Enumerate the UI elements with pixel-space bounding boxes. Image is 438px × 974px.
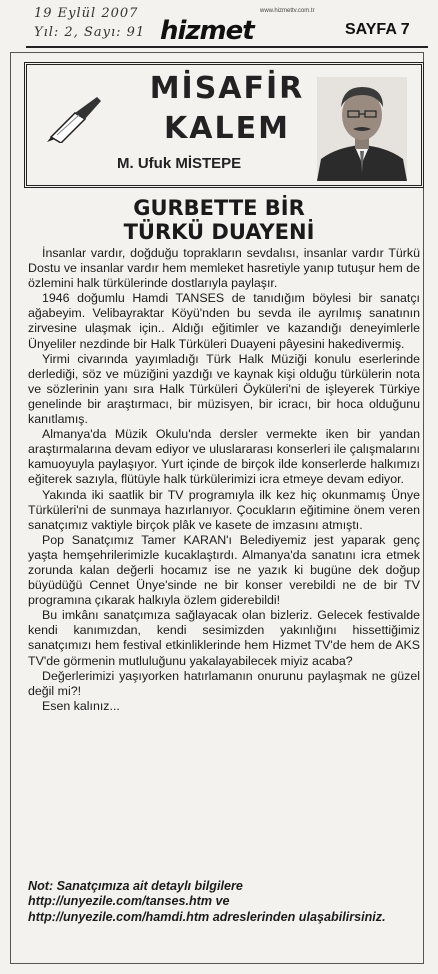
handwritten-date: 19 Eylül 2007: [34, 6, 139, 21]
article-paragraph: Esen kalınız...: [42, 698, 120, 713]
article-paragraph: 1946 doğumlu Hamdi TANSES de tanıdığım böylesi bir sanatçı ağabeyim. Velibayraktar Köyü'nden bu sevda ile ayrılmış sanatının zirvesine ulaşmak için.. Aldığı eğitimler ve kazandığı deneyimlerle Ünyeliler nezdinde bir Halk Türküleri Duayeni pâyesini hakedivermiş.: [28, 291, 420, 351]
article-headline-line2: TÜRKÜ DUAYENİ: [123, 220, 315, 244]
article-paragraph: İnsanlar vardır, doğduğu toprakların sevdalısı, insanlar vardır Türkü Dostu ve insanlar vardır hem memleket hasretiyle yanıp tutuşur hem de özlemini halk türkülerinde dostlarıyla paylaşır.: [28, 246, 420, 291]
column-header-box: [24, 62, 424, 188]
note-line: Not: Sanatçımıza ait detaylı bilgilere: [28, 879, 243, 893]
column-title-line2: KALEM: [164, 111, 290, 146]
logo-url: www.hizmettv.com.tr: [260, 8, 315, 14]
article-paragraph: Almanya'da Müzik Okulu'nda dersler vermekte iken bir yandan araştırmalarına devam ediyor ve uluslararası konserleri ile çalışmalarını kamuoyuyla paylaşıyor. Yurt içinde de birçok ilde konserlerde halkımızı eğiterek sazıyla, flütüyle halk türkülerimizi icra etmeye devam ediyor.: [28, 427, 420, 487]
author-photo: [317, 77, 407, 181]
article-body: [28, 246, 420, 714]
newspaper-logo: hizmet: [160, 16, 254, 46]
article-paragraph: Pop Sanatçımız Tamer KARAN'ı Belediyemiz jest yaparak genç yaşta hemşehrilerimizle kucaklaştırdı. Almanya'da sanatını icra etmek zorunda kalan değerli hocamız ise ne yazık ki bugüne dek doğup büyüdüğü Cennet Ünye'sinde ne bir konser verebildi ne de bir TV programına çıkarak halkıyla özlem giderebildi!: [28, 532, 420, 608]
column-title-line1: MİSAFİR: [149, 71, 305, 106]
article-paragraph: Değerlerimizi yaşıyorken hatırlamanın onurunu paylaşmak ne güzel değil mi?!: [28, 668, 420, 698]
article-paragraph: Yakında iki saatlik bir TV programıyla ilk kez hiç okunmamış Ünye Türküleri'ni de sunmaya hazırlanıyor. Çocukların eğitimine önem veren sanatçımız vaktiyle birçok plâk ve kasete de imzasını atmıştı.: [28, 487, 420, 532]
fountain-pen-icon: [45, 93, 103, 143]
page-label: SAYFA 7: [345, 21, 410, 38]
article-paragraph: Bu imkânı sanatçımıza sağlayacak olan bizleriz. Gelecek festivalde kendi kanımızdan, kendi sesimizden yakınlığını hissettiğimiz sanatçımızı hem festival etkinliklerinde hem Hizmet TV'de hem de AKS TV'de görmenin mutluluğunu yakalayabilecek miyiz acaba?: [28, 608, 420, 668]
article-headline-line1: GURBETTE BİR: [133, 196, 305, 220]
note-link-hamdi: http://unyezile.com/hamdi.htm adreslerinden ulaşabilirsiniz.: [28, 909, 386, 924]
column-author: M. Ufuk MİSTEPE: [117, 155, 242, 172]
header-rule: [26, 46, 428, 48]
article-note: [28, 879, 420, 925]
article-paragraph: Yirmi civarında yayımladığı Türk Halk Müziği konulu eserlerinde derlediği, söz ve müziğini yazdığı ve kaynak kişi olduğu türkülerin nota ve sözlerinin yanı sıra Halk Türküleri Öyküleri'ni de işleyerek Türkiye genelinde bir araştırmacı, bir müzisyen, bir icracı, bir hoca olduğunu kanıtlamış.: [28, 351, 420, 427]
note-link-tanses: http://unyezile.com/tanses.htm ve: [28, 894, 230, 909]
handwritten-issue: Yıl: 2, Sayı: 91: [34, 25, 146, 40]
